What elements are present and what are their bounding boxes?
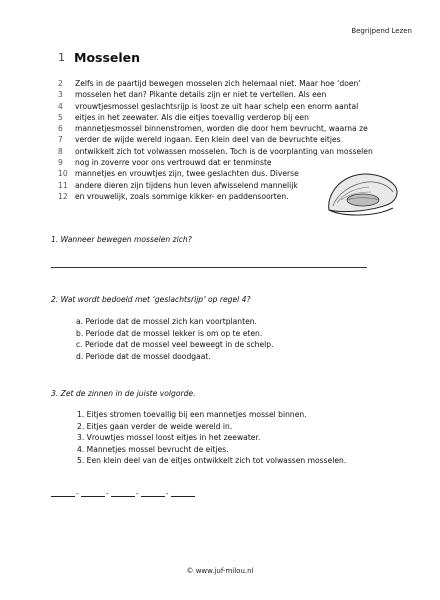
sentence-item: 3. Vrouwtjes mossel loost eitjes in het zeewater. (77, 433, 261, 442)
line-number: 3 (58, 90, 63, 100)
line-number: 4 (58, 101, 63, 111)
question-3-sentences (77, 410, 346, 468)
text-line (58, 169, 358, 180)
line-text: Zelfs in de paartijd bewegen mosselen zich helemaal niet. Maar hoe ‘doen’ (75, 79, 361, 88)
line-number: 2 (58, 79, 63, 88)
title-line-number: 1 (58, 51, 65, 64)
text-line (58, 90, 358, 101)
line-text: ontwikkelt zich tot volwassen mosselen. Toch is de voorplanting van mosselen (75, 146, 373, 156)
sentence-item: 5. Een klein deel van de eitjes ontwikkelt zich tot volwassen mosselen. (77, 456, 347, 465)
text-line (58, 158, 358, 169)
sentence-item: 1. Eitjes stromen toevallig bij een mannetjes mossel binnen. (77, 410, 307, 419)
question-2: 2. Wat wordt bedoeld met ‘geslachtsrijp’ op regel 4? (51, 295, 251, 304)
line-text: andere dieren zijn tijdens hun leven afwisselend mannelijk (75, 180, 298, 190)
line-text: nog in zoverre voor ons vertrouwd dat er tenminste (75, 158, 272, 168)
text-line (58, 113, 358, 124)
option-b[interactable]: b. Periode dat de mossel lekker is om op te eten. (76, 328, 263, 338)
header-label: Begrijpend Lezen (351, 27, 412, 35)
sentence-item: 2. Eitjes gaan verder de weide wereld in. (77, 421, 233, 431)
line-number: 9 (58, 158, 63, 168)
line-text: mannetjesmossel binnenstromen, worden die door hem bevrucht, waarna ze (75, 124, 368, 134)
blank-separator: - (166, 490, 169, 498)
text-line (58, 124, 368, 135)
question-3: 3. Zet de zinnen in de juiste volgorde. (51, 389, 196, 398)
option-a[interactable]: a. Periode dat de mossel zich kan voortplanten. (76, 317, 257, 326)
text-line (58, 192, 358, 203)
line-number: 12 (58, 191, 68, 201)
line-text: eitjes in het zeewater. Als die eitjes toevallig verderop bij een (75, 112, 309, 122)
order-blank-4[interactable] (141, 490, 165, 497)
order-blank-5[interactable] (171, 490, 195, 497)
text-line (58, 102, 358, 113)
line-number: 7 (58, 135, 63, 145)
question-1: 1. Wanneer bewegen mosselen zich? (51, 235, 192, 244)
page-title: Mosselen (74, 50, 141, 65)
order-blank-1[interactable] (51, 490, 75, 497)
answer-line-1[interactable] (51, 267, 367, 268)
sentence-item: 4. Mannetjes mossel bevrucht de eitjes. (77, 444, 229, 454)
line-text: en vrouwelijk, zoals sommige kikker- en paddensoorten. (75, 191, 289, 201)
line-number: 10 (58, 169, 68, 179)
line-text: mannetjes en vrouwtjes zijn, twee geslachten dus. Diverse (75, 169, 299, 179)
text-line (58, 79, 361, 90)
reading-text (58, 79, 373, 203)
blank-separator: - (106, 490, 109, 498)
text-line (58, 135, 358, 146)
line-number: 8 (58, 146, 63, 156)
blank-separator: - (76, 490, 79, 498)
footer-copyright: © www.juf-milou.nl (186, 567, 254, 575)
text-line (58, 146, 373, 158)
order-blank-3[interactable] (111, 490, 135, 497)
line-text: vrouwtjesmossel geslachtsrijp is loost ze uit haar schelp een enorm aantal (75, 101, 359, 111)
option-d[interactable]: d. Periode dat de mossel doodgaat. (76, 351, 211, 361)
blank-separator: - (136, 490, 139, 498)
mussel-shell-image (323, 170, 401, 220)
option-c[interactable]: c. Periode dat de mossel veel beweegt in de schelp. (76, 340, 274, 349)
order-blank-2[interactable] (81, 490, 105, 497)
line-number: 6 (58, 124, 63, 134)
text-line (58, 181, 358, 192)
line-number: 5 (58, 112, 63, 122)
question-2-options (76, 317, 274, 363)
line-text: mosselen het dan? Pikante details zijn er niet te vertellen. Als een (75, 90, 327, 100)
line-number: 11 (58, 180, 68, 190)
line-text: verder de wijde wereld ingaan. Een klein deel van de bevruchte eitjes (75, 135, 341, 145)
